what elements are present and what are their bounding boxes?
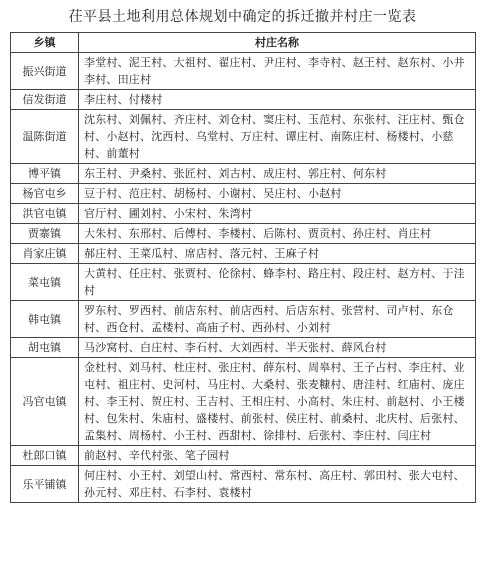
villages-cell: 官厅村、圃刘村、小宋村、朱湾村 [79,204,476,224]
header-town: 乡镇 [11,33,79,53]
town-cell: 振兴街道 [11,53,79,90]
town-cell: 信发街道 [11,90,79,110]
page-title: 茌平县土地利用总体规划中确定的拆迁撤并村庄一览表 [68,9,417,25]
town-cell: 韩屯镇 [11,301,79,338]
town-cell: 洪官屯镇 [11,204,79,224]
header-villages: 村庄名称 [79,33,476,53]
town-cell: 冯官屯镇 [11,358,79,446]
table-row [11,446,476,466]
table-row [11,53,476,90]
table-row [11,110,476,164]
table-row [11,466,476,503]
villages-cell: 大黄村、任庄村、张贾村、伦徐村、蜂李村、路庄村、段庄村、赵方村、于洼村 [79,264,476,301]
table-row [11,204,476,224]
villages-cell: 豆于村、范庄村、胡杨村、小谢村、吴庄村、小赵村 [79,184,476,204]
table-row [11,358,476,446]
table-row [11,184,476,204]
villages-cell: 大朱村、东邢村、后傅村、李楼村、后陈村、贾贡村、孙庄村、肖庄村 [79,224,476,244]
table-row [11,264,476,301]
table-row [11,90,476,110]
town-cell: 乐平铺镇 [11,466,79,503]
villages-cell: 李堂村、泥王村、大祖村、翟庄村、尹庄村、李寺村、赵王村、赵东村、小井李村、田庄村 [79,53,476,90]
villages-cell: 郝庄村、王菜瓜村、席店村、落元村、王麻子村 [79,244,476,264]
village-table [10,32,476,503]
table-row [11,301,476,338]
table-row [11,244,476,264]
table-header-row [11,33,476,53]
villages-cell: 何庄村、小王村、刘望山村、常西村、常东村、高庄村、郭田村、张大屯村、孙元村、邓庄村、石李村、袁楼村 [79,466,476,503]
town-cell: 杨官屯乡 [11,184,79,204]
town-cell: 胡屯镇 [11,338,79,358]
villages-cell: 李庄村、付楼村 [79,90,476,110]
table-row [11,224,476,244]
villages-cell: 马沙窝村、白庄村、李石村、大刘西村、半天张村、薛风台村 [79,338,476,358]
town-cell: 博平镇 [11,164,79,184]
villages-cell: 前赵村、辛代村张、笔子园村 [79,446,476,466]
villages-cell: 东王村、尹桑村、张匠村、刘古村、成庄村、郭庄村、何东村 [79,164,476,184]
town-cell: 菜屯镇 [11,264,79,301]
villages-cell: 金杜村、刘马村、杜庄村、张庄村、薛东村、周皋村、王子占村、李庄村、业屯村、祖庄村、史河村、马庄村、大桑村、张麦糠村、唐洼村、红庙村、庞庄村、李王村、贺庄村、王吉村、王相庄村、小高村、朱庄村、前赵村、小王楼村、包朱村、朱庙村、盛楼村、前张村、侯庄村、前桑村、北庆村、后张村、孟集村、周杨村、小王村、西甜村、徐排村、后张村、李庄村、闫庄村 [79,358,476,446]
town-cell: 贾寨镇 [11,224,79,244]
town-cell: 杜郎口镇 [11,446,79,466]
villages-cell: 沈东村、刘佩村、齐庄村、刘仓村、窦庄村、玉范村、东张村、汪庄村、甄仓村、小赵村、沈西村、乌堂村、万庄村、谭庄村、南陈庄村、杨楼村、小慈村、前董村 [79,110,476,164]
town-cell: 肖家庄镇 [11,244,79,264]
villages-cell: 罗东村、罗西村、前店东村、前店西村、后店东村、张营村、司卢村、东仓村、西仓村、孟楼村、高庙子村、西孙村、小刘村 [79,301,476,338]
town-cell: 温陈街道 [11,110,79,164]
table-row [11,338,476,358]
table-row [11,164,476,184]
